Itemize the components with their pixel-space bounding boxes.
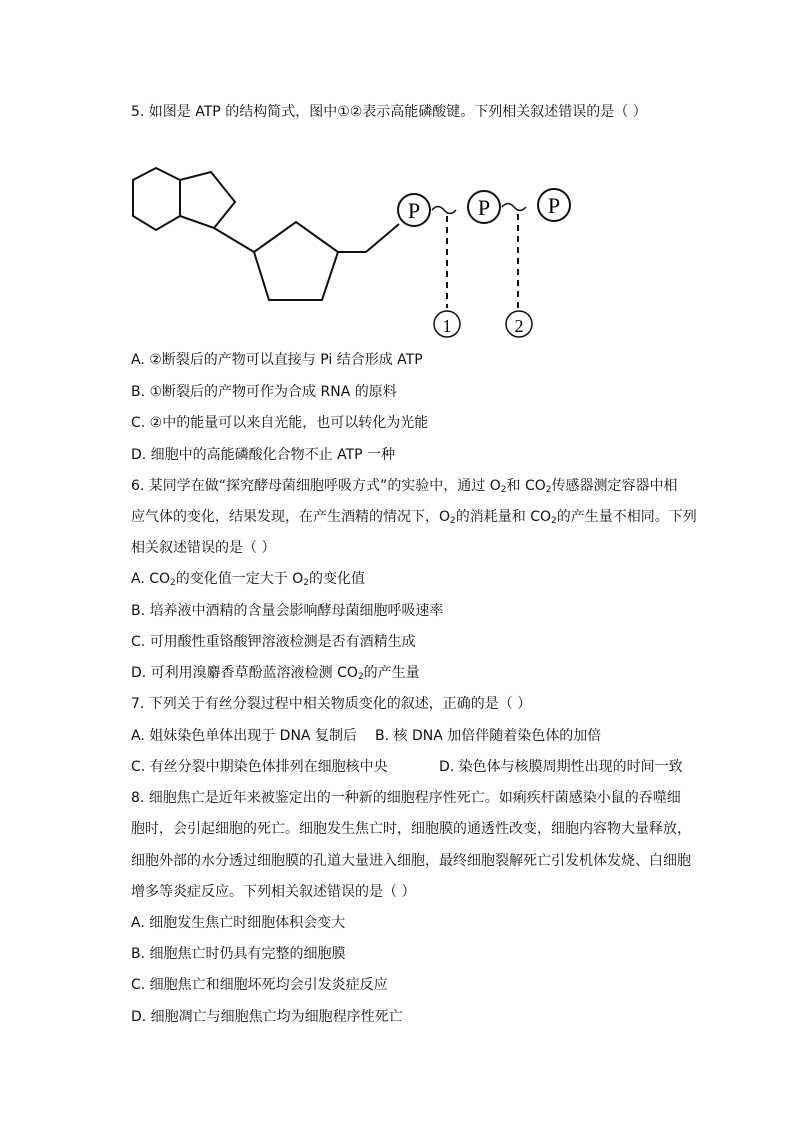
atp-structure-diagram: [126, 160, 586, 345]
q7-option-c: C. 有丝分裂中期染色体排列在细胞核中央: [131, 759, 388, 775]
phosphate-label-1: P: [407, 198, 421, 223]
q6-option-a-text-b: 的变化值一定大于 O: [175, 571, 304, 587]
q6-option-d-sub: 2: [357, 672, 364, 682]
q6-option-a-sub-2: 2: [303, 578, 309, 588]
q8-option-c: C. 细胞焦亡和细胞坏死均会引发炎症反应: [131, 977, 388, 993]
q7-stem: 7. 下列关于有丝分裂过程中相关物质变化的叙述，正确的是（ ）: [131, 696, 532, 712]
bond1-label: 1: [442, 316, 452, 336]
q6-stem-l1-sub-2: 2: [545, 485, 552, 495]
adenine-six-ring: [133, 168, 180, 230]
q6-option-a-text-c: 的变化值: [308, 571, 365, 587]
q5-stem: 5. 如图是 ATP 的结构简式，图中①②表示高能磷酸键。下列相关叙述错误的是（ ）: [131, 104, 647, 120]
q6-stem-l1-text-b: 和 CO: [506, 478, 546, 494]
q6-option-a-text-a: A. CO: [131, 571, 171, 587]
high-energy-bond-2: [502, 204, 526, 211]
glycosidic-bond: [214, 228, 254, 252]
q8-option-b: B. 细胞焦亡时仍具有完整的细胞膜: [131, 946, 346, 962]
ribose-ring: [254, 222, 338, 300]
high-energy-bond-1: [432, 207, 456, 214]
q6-option-b: B. 培养液中酒精的含量会影响酵母菌细胞呼吸速率: [131, 603, 444, 619]
q6-stem-l2-text-a: 应气体的变化，结果发现，在产生酒精的情况下，O: [131, 509, 451, 525]
q6-option-c: C. 可用酸性重铬酸钾溶液检测是否有酒精生成: [131, 634, 416, 650]
adenine-five-ring: [180, 172, 235, 228]
q6-stem-line-3: 相关叙述错误的是（ ）: [131, 540, 276, 556]
q6-option-a-sub-1: 2: [170, 578, 176, 588]
q5-option-b: B. ①断裂后的产物可作为合成 RNA 的原料: [131, 384, 397, 400]
q6-option-d-text-b: 的产生量: [363, 665, 420, 681]
q8-option-a: A. 细胞发生焦亡时细胞体积会变大: [131, 915, 346, 931]
q8-stem-line-4: 增多等炎症反应。下列相关叙述错误的是（ ）: [131, 884, 416, 900]
q6-stem-l2-sub-2: 2: [551, 516, 557, 526]
q6-option-d-text-a: D. 可利用溴麝香草酚蓝溶液检测 CO: [131, 665, 358, 681]
q6-option-a: [131, 569, 365, 593]
q6-stem-l1-sub-1: 2: [500, 485, 507, 495]
q6-stem-l1-text-a: 6. 某同学在做“探究酵母菌细胞呼吸方式”的实验中，通过 O: [131, 478, 501, 494]
q5-option-d: D. 细胞中的高能磷酸化合物不止 ATP 一种: [131, 447, 396, 463]
q6-stem-l2-text-b: 的消耗量和 CO: [455, 509, 552, 525]
q5-option-c: C. ②中的能量可以来自光能，也可以转化为光能: [131, 415, 429, 431]
q6-stem-l1-text-c: 传感器测定容器中相: [551, 478, 678, 494]
ribose-phosphate-link: [366, 224, 399, 252]
q8-stem-line-2: 胞时，会引起细胞的死亡。细胞发生焦亡时，细胞膜的通透性改变，细胞内容物大量释放，: [131, 821, 691, 837]
q5-option-a: A. ②断裂后的产物可以直接与 Pi 结合形成 ATP: [131, 352, 423, 368]
q7-option-b: B. 核 DNA 加倍伴随着染色体的加倍: [375, 728, 602, 744]
q8-option-d: D. 细胞凋亡与细胞焦亡均为细胞程序性死亡: [131, 1009, 403, 1025]
bond2-label: 2: [514, 316, 524, 336]
q6-stem-l2-sub-1: 2: [450, 516, 456, 526]
q6-option-d: [131, 663, 420, 687]
q6-stem-line-1: [131, 476, 678, 500]
q6-stem-l2-text-c: 的产生量不相同。下列: [556, 509, 697, 525]
q6-stem-line-2: [131, 507, 697, 531]
phosphate-label-3: P: [547, 193, 561, 218]
q8-stem-line-3: 细胞外部的水分透过细胞膜的孔道大量进入细胞，最终细胞裂解死亡引发机体发烧、白细胞: [131, 853, 691, 869]
phosphate-label-2: P: [477, 195, 491, 220]
q7-option-d: D. 染色体与核膜周期性出现的时间一致: [439, 759, 683, 775]
q8-stem-line-1: 8. 细胞焦亡是近年来被鉴定出的一种新的细胞程序性死亡。如痢疾杆菌感染小鼠的吞噬细: [131, 790, 681, 806]
q7-option-a: A. 姐妹染色单体出现于 DNA 复制后: [131, 728, 357, 744]
